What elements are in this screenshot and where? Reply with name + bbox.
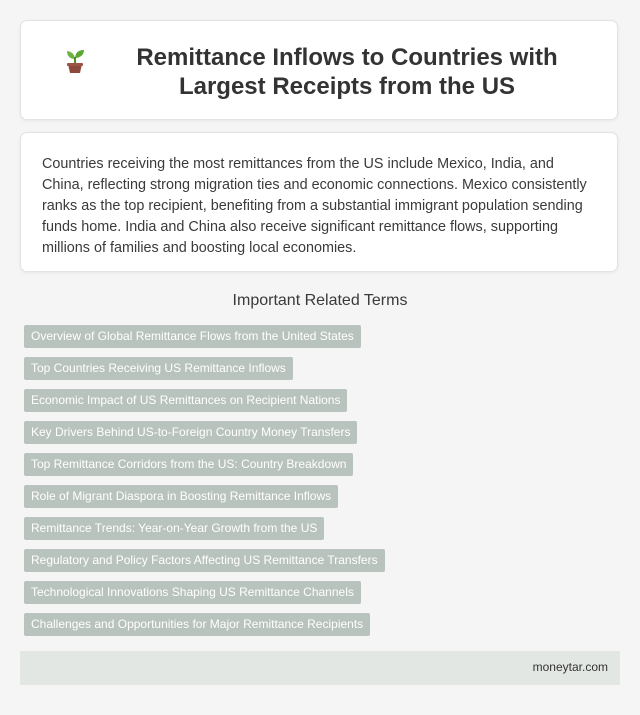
related-term[interactable]: Challenges and Opportunities for Major Remittance Recipients: [24, 613, 370, 636]
related-terms-heading: Important Related Terms: [232, 292, 408, 309]
related-term[interactable]: Key Drivers Behind US-to-Foreign Country Money Transfers: [24, 421, 357, 444]
title-card: [20, 20, 618, 120]
related-term[interactable]: Remittance Trends: Year-on-Year Growth from the US: [24, 517, 324, 540]
related-term[interactable]: Economic Impact of US Remittances on Recipient Nations: [24, 389, 347, 412]
related-term[interactable]: Regulatory and Policy Factors Affecting US Remittance Transfers: [24, 549, 385, 572]
related-term[interactable]: Top Countries Receiving US Remittance Inflows: [24, 357, 293, 380]
related-term[interactable]: Technological Innovations Shaping US Remittance Channels: [24, 581, 361, 604]
related-term[interactable]: Overview of Global Remittance Flows from the United States: [24, 325, 361, 348]
seedling-icon: [61, 45, 89, 75]
related-term[interactable]: Role of Migrant Diaspora in Boosting Remittance Inflows: [24, 485, 338, 508]
footer-site-link[interactable]: moneytar.com: [532, 660, 608, 674]
description-card: [20, 132, 618, 272]
related-term[interactable]: Top Remittance Corridors from the US: Country Breakdown: [24, 453, 353, 476]
title-wrap: [61, 43, 597, 101]
footer: [20, 651, 620, 685]
page-title: Remittance Inflows to Countries with Largest Receipts from the US: [136, 44, 558, 100]
description-text: Countries receiving the most remittances from the US include Mexico, India, and China, reflecting strong migration ties and economic connections. Mexico consistently ranks as the top recipient, benefiting from a substantial immigrant population sending funds home. India and China also receive significant remittance flows, supporting millions of families and boosting local economies.: [42, 156, 587, 256]
